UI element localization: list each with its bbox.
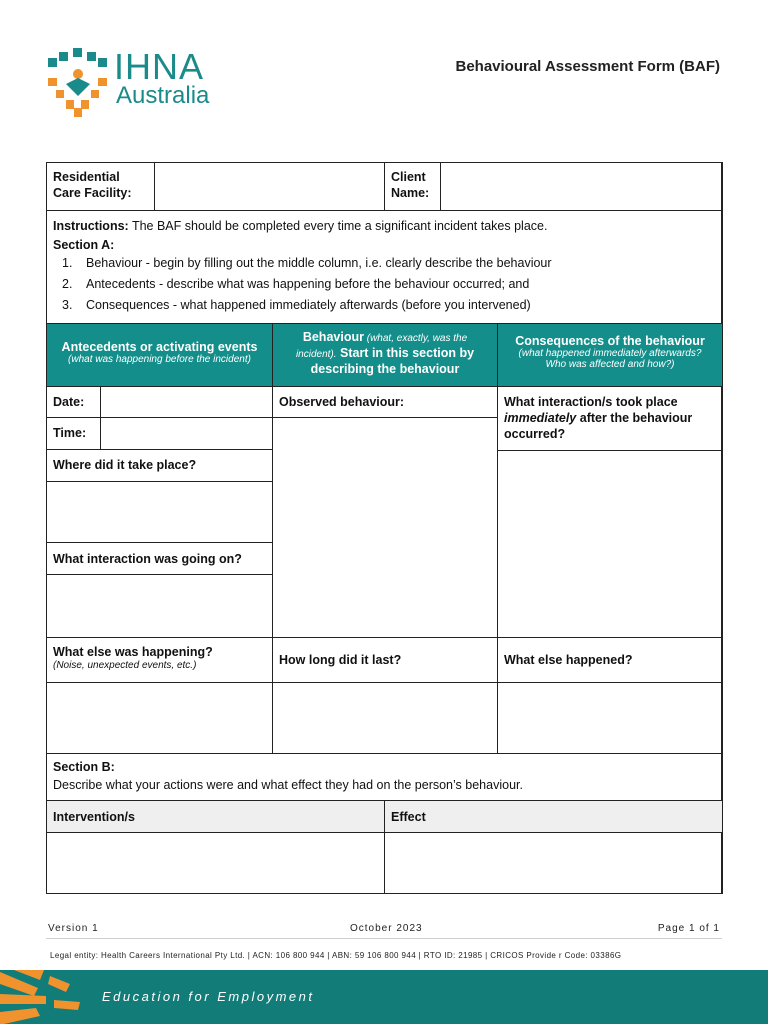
how-long-input[interactable] <box>272 682 498 754</box>
facility-label-line2: Care Facility: <box>53 186 132 200</box>
time-input[interactable] <box>100 417 273 450</box>
antecedents-title: Antecedents or activating events <box>61 340 258 354</box>
intervention-input[interactable] <box>46 832 385 894</box>
behaviour-header <box>272 323 498 387</box>
client-label-line2: Name: <box>391 186 430 200</box>
section-a-title: Section A: <box>53 238 115 252</box>
date-label-cell <box>46 386 101 418</box>
consequences-subtitle: (what happened immediately afterwards? Who was affected and how?) <box>518 348 702 370</box>
section-b-title: Section B: <box>53 760 115 774</box>
ihna-emblem-icon <box>46 48 110 118</box>
page-number: Page 1 of 1 <box>657 923 720 934</box>
observed-label-cell <box>272 386 498 418</box>
time-label: Time: <box>53 426 87 440</box>
interaction-took-label: What interaction/s took place <box>504 395 678 409</box>
observed-label: Observed behaviour: <box>279 395 405 409</box>
where-label: Where did it take place? <box>53 458 197 472</box>
consequences-header <box>497 323 723 387</box>
effect-label: Effect <box>391 810 426 824</box>
facility-label-line1: Residential <box>53 170 120 184</box>
instructions-label: Instructions: <box>53 219 129 233</box>
how-long-label: How long did it last? <box>279 653 402 667</box>
date-input[interactable] <box>100 386 273 418</box>
behaviour-title: Behaviour <box>302 330 364 344</box>
tagline: Education for Employment <box>102 989 315 1004</box>
step-number: 3. <box>62 298 73 312</box>
ihna-logo <box>46 48 236 118</box>
behaviour-instruction: Start in this section by describing the behaviour <box>310 346 475 376</box>
section-b-block <box>46 753 723 801</box>
interaction-input[interactable] <box>46 574 273 638</box>
effect-header <box>384 800 723 833</box>
how-long-label-cell <box>272 637 498 683</box>
footer-band <box>0 970 768 1024</box>
intervention-label: Intervention/s <box>53 810 135 824</box>
legal-entity-text: Legal entity: Health Careers International Pty Ltd. | ACN: 106 800 944 | ABN: 59 106 800 944 | RTO ID: 21985 | CRICOS Provide r Code: 03386G <box>50 951 622 960</box>
instructions-line <box>53 216 716 237</box>
step-number: 2. <box>62 277 73 291</box>
interaction-label: What interaction was going on? <box>53 552 242 566</box>
else-label-cell <box>46 637 273 683</box>
step-text: Antecedents - describe what was happening before the behaviour occurred; and <box>86 277 530 291</box>
instructions-block <box>46 210 723 324</box>
else-happened-label-cell <box>497 637 723 683</box>
assessment-form <box>46 162 722 894</box>
time-label-cell <box>46 417 101 450</box>
logo-australia-text: Australia <box>116 82 210 109</box>
interaction-took-label-end: after the behaviour occurred? <box>504 411 693 441</box>
else-label: What else was happening? <box>53 645 213 659</box>
instruction-steps <box>53 253 716 316</box>
behaviour-subtitle: (what, exactly, was the incident). <box>295 333 468 360</box>
sunburst-icon <box>0 970 95 1024</box>
observed-behaviour-input[interactable] <box>272 417 498 638</box>
where-input[interactable] <box>46 481 273 543</box>
consequences-title: Consequences of the behaviour <box>515 334 705 348</box>
else-happened-input[interactable] <box>497 682 723 754</box>
instruction-step <box>62 295 716 316</box>
step-number: 1. <box>62 256 73 270</box>
version-text: Version 1 <box>48 923 99 934</box>
interaction-took-input[interactable] <box>497 450 723 638</box>
client-label-line1: Client <box>391 170 426 184</box>
client-label-cell <box>384 162 441 211</box>
instructions-text: The BAF should be completed every time a significant incident takes place. <box>128 219 548 233</box>
interaction-took-label-cell <box>497 386 723 451</box>
client-name-input[interactable] <box>440 162 723 211</box>
else-input[interactable] <box>46 682 273 754</box>
facility-input[interactable] <box>154 162 385 211</box>
footer-divider <box>46 938 722 939</box>
instruction-step <box>62 253 716 274</box>
logo-ihna-text: IHNA <box>114 46 205 87</box>
footer-date: October 2023 <box>350 923 423 934</box>
section-b-text: Describe what your actions were and what effect they had on the person’s behaviour. <box>53 778 523 792</box>
date-label: Date: <box>53 395 85 409</box>
instruction-step <box>62 274 716 295</box>
interaction-took-emphasis: immediately <box>504 411 577 425</box>
step-text: Behaviour - begin by filling out the middle column, i.e. clearly describe the behaviour <box>86 256 552 270</box>
antecedents-header <box>46 323 273 387</box>
antecedents-subtitle: (what was happening before the incident) <box>68 354 251 365</box>
where-label-cell <box>46 449 273 482</box>
facility-label-cell <box>46 162 155 211</box>
else-happened-label: What else happened? <box>504 653 633 667</box>
step-text: Consequences - what happened immediately afterwards (before you intervened) <box>86 298 531 312</box>
interaction-label-cell <box>46 542 273 575</box>
intervention-header <box>46 800 385 833</box>
effect-input[interactable] <box>384 832 723 894</box>
document-title: Behavioural Assessment Form (BAF) <box>455 58 720 75</box>
else-sublabel: (Noise, unexpected events, etc.) <box>53 660 197 671</box>
